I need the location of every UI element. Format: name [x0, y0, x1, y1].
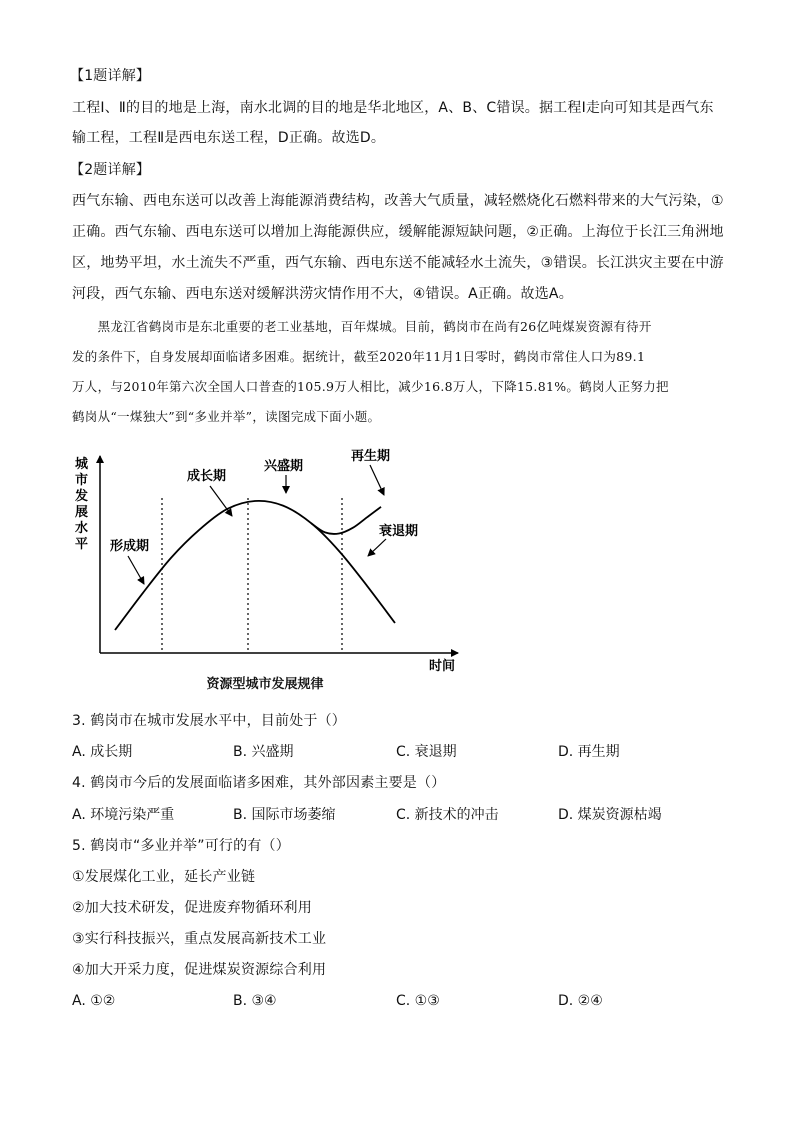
option-d[interactable]: D. 再生期: [558, 744, 620, 760]
stage-label-regeneration: 再生期: [351, 449, 391, 464]
q1-explanation-line: 工程Ⅰ、Ⅱ的目的地是上海，南水北调的目的地是华北地区，A、B、C错误。据工程Ⅰ走向可知其是西气东: [72, 100, 714, 116]
option-b[interactable]: B. ③④: [233, 993, 277, 1009]
question-5-statement: ③实行科技振兴，重点发展高新技术工业: [72, 931, 327, 947]
option-a[interactable]: A. ①②: [72, 993, 116, 1009]
passage-line: 万人，与2010年第六次全国人口普查的105.9万人相比，减少16.8万人，下降15.81%。鹤岗人正努力把: [72, 379, 669, 394]
option-a[interactable]: A. 成长期: [72, 744, 133, 760]
q2-explanation-line: 河段，西气东输、西电东送对缓解洪涝灾情作用不大，④错误。A正确。故选A。: [72, 286, 573, 302]
option-d[interactable]: D. ②④: [558, 993, 603, 1009]
question-5-statement: ②加大技术研发，促进废弃物循环利用: [72, 900, 312, 916]
question-4-options: [72, 805, 724, 825]
q2-explanation-line: 西气东输、西电东送可以改善上海能源消费结构，改善大气质量，减轻燃烧化石燃料带来的大气污染，①: [72, 193, 724, 209]
chart-caption: 资源型城市发展规律: [206, 677, 324, 692]
chart-svg: [70, 448, 490, 676]
passage-line: 鹤岗从“一煤独大”到“多业并举”，读图完成下面小题。: [72, 409, 381, 424]
option-b[interactable]: B. 兴盛期: [233, 744, 294, 760]
option-d[interactable]: D. 煤炭资源枯竭: [558, 807, 662, 823]
option-c[interactable]: C. 新技术的冲击: [396, 807, 499, 823]
q2-explanation-heading: 【2题详解】: [70, 162, 151, 178]
q1-explanation-line: 输工程，工程Ⅱ是西电东送工程，D正确。故选D。: [72, 130, 386, 146]
option-b[interactable]: B. 国际市场萎缩: [233, 807, 336, 823]
city-development-chart: [70, 448, 490, 698]
q2-explanation-line: 区，地势平坦，水土流失不严重，西气东输、西电东送不能减轻水土流失，③错误。长江洪灾主要在中游: [72, 255, 724, 271]
option-c[interactable]: C. ①③: [396, 993, 440, 1009]
stage-label-formation: 形成期: [110, 539, 150, 554]
question-5-statement: ④加大开采力度，促进煤炭资源综合利用: [72, 962, 327, 978]
regeneration-curve: [311, 507, 381, 534]
passage-line: 发的条件下，自身发展却面临诸多困难。据统计，截至2020年11月1日零时，鹤岗市常住人口为89.1: [72, 349, 646, 364]
stage-label-decline: 衰退期: [379, 524, 419, 539]
q1-explanation-heading: 【1题详解】: [70, 68, 151, 84]
question-3-stem: 3. 鹤岗市在城市发展水平中，目前处于（）: [72, 713, 347, 729]
question-3-options: [72, 742, 724, 762]
question-5-stem: 5. 鹤岗市“多业并举”可行的有（）: [72, 838, 290, 854]
question-5-options: [72, 991, 724, 1011]
x-axis-label: 时间: [429, 659, 456, 674]
development-curve: [115, 501, 395, 630]
q2-explanation-line: 正确。西气东输、西电东送可以增加上海能源供应，缓解能源短缺问题，②正确。上海位于长江三角洲地: [72, 224, 724, 240]
stage-label-growth: 成长期: [187, 469, 227, 484]
stage-arrow: [368, 539, 386, 556]
y-axis-label: 城 市 发 展 水 平: [75, 457, 89, 552]
stage-arrow: [128, 556, 144, 584]
stage-label-prosperity: 兴盛期: [264, 459, 304, 474]
passage-line: 黑龙江省鹤岗市是东北重要的老工业基地，百年煤城。目前，鹤岗市在尚有26亿吨煤炭资源有待开: [72, 319, 652, 334]
series-group: [115, 501, 395, 630]
option-a[interactable]: A. 环境污染严重: [72, 807, 175, 823]
question-5-statement: ①发展煤化工业，延长产业链: [72, 869, 256, 885]
stage-arrow: [210, 486, 232, 516]
stage-arrow: [370, 465, 384, 495]
question-4-stem: 4. 鹤岗市今后的发展面临诸多困难，其外部因素主要是（）: [72, 775, 446, 791]
option-c[interactable]: C. 衰退期: [396, 744, 457, 760]
